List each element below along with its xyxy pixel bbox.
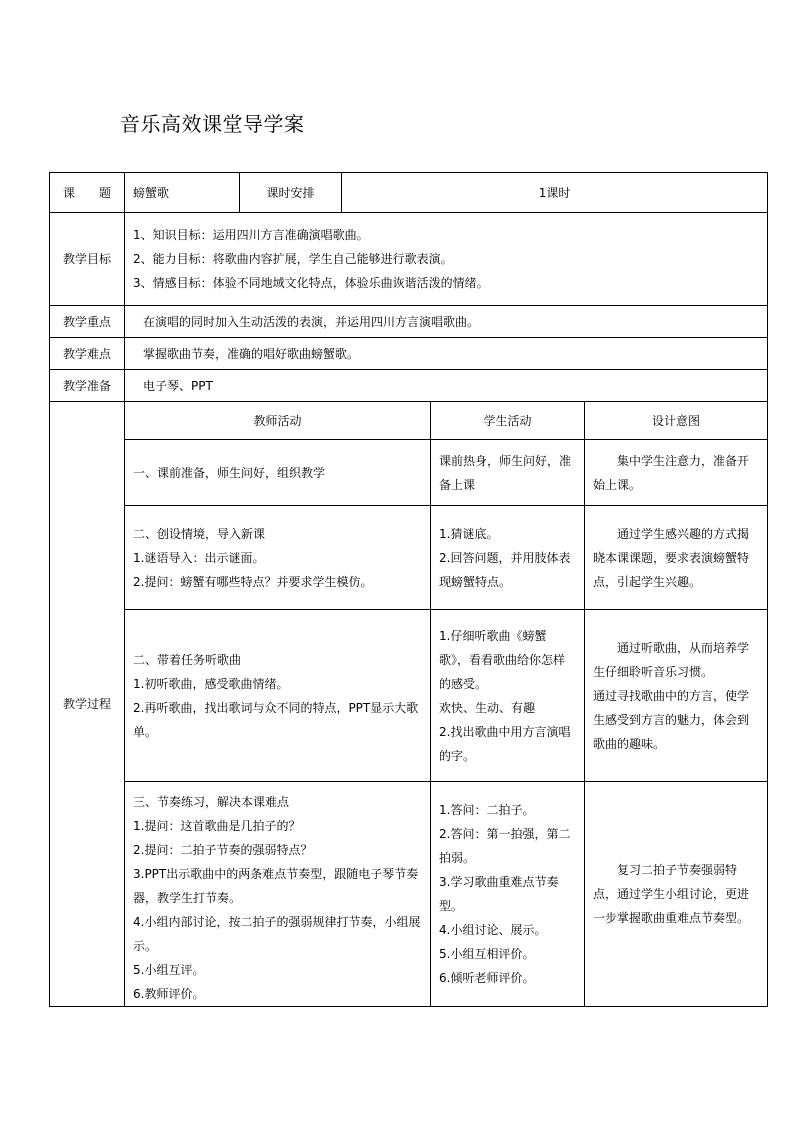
process-row — [50, 610, 768, 782]
difficulty-label: 教学难点 — [50, 338, 125, 370]
column-student: 学生活动 — [431, 402, 585, 440]
process-row — [50, 782, 768, 1007]
topic-value: 螃蟹歌 — [125, 173, 240, 213]
student-activity: 1.猜谜底。 2.回答问题，并用肢体表现螃蟹特点。 — [431, 506, 585, 610]
teacher-activity: 二、带着任务听歌曲 1.初听歌曲，感受歌曲情绪。 2.再听歌曲，找出歌词与众不同的特点，PPT显示大歌单。 — [125, 610, 431, 782]
topic-label: 课 题 — [50, 173, 125, 213]
teacher-activity: 三、节奏练习，解决本课难点 1.提问：这首歌曲是几拍子的？ 2.提问：二拍子节奏的强弱特点？ 3.PPT出示歌曲中的两条难点节奏型，跟随电子琴节奏器，教学生打节奏。 4.小组内部讨论，按二拍子的强弱规律打节奏，小组展示。 5.小组互评。 6.教师评价。 — [125, 782, 431, 1007]
prep-row — [50, 370, 768, 402]
design-intent: 集中学生注意力，准备开始上课。 — [585, 440, 768, 506]
schedule-label: 课时安排 — [240, 173, 342, 213]
prep-label: 教学准备 — [50, 370, 125, 402]
design-intent: 复习二拍子节奏强弱特点，通过学生小组讨论，更进一步掌握歌曲重难点节奏型。 — [585, 782, 768, 1007]
student-activity: 课前热身，师生问好，准备上课 — [431, 440, 585, 506]
lesson-plan-table — [49, 172, 768, 1007]
key-points-label: 教学重点 — [50, 306, 125, 338]
goals-label: 教学目标 — [50, 213, 125, 306]
goals-row — [50, 213, 768, 306]
key-points-row — [50, 306, 768, 338]
column-teacher: 教师活动 — [125, 402, 431, 440]
key-points-text: 在演唱的同时加入生动活泼的表演，并运用四川方言演唱歌曲。 — [125, 306, 768, 338]
difficulty-text: 掌握歌曲节奏，准确的唱好歌曲螃蟹歌。 — [125, 338, 768, 370]
student-activity: 1.答问：二拍子。 2.答问：第一拍强，第二拍弱。 3.学习歌曲重难点节奏型。 4.小组讨论、展示。 5.小组互相评价。 6.倾听老师评价。 — [431, 782, 585, 1007]
teacher-activity: 一、课前准备，师生问好，组织教学 — [125, 440, 431, 506]
page-title: 音乐高效课堂导学案 — [120, 112, 305, 136]
prep-text: 电子琴、PPT — [125, 370, 768, 402]
process-header-row — [50, 402, 768, 440]
schedule-value: 1课时 — [342, 173, 768, 213]
difficulty-row — [50, 338, 768, 370]
column-intent: 设计意图 — [585, 402, 768, 440]
process-row — [50, 440, 768, 506]
teacher-activity: 二、创设情境，导入新课 1.谜语导入：出示谜面。 2.提问：螃蟹有哪些特点？并要求学生模仿。 — [125, 506, 431, 610]
header-row — [50, 173, 768, 213]
goals-text: 1、知识目标：运用四川方言准确演唱歌曲。 2、能力目标：将歌曲内容扩展，学生自己能够进行歌表演。 3、情感目标：体验不同地域文化特点，体验乐曲诙谐活泼的情绪。 — [125, 213, 768, 306]
process-label: 教学过程 — [50, 402, 125, 1007]
design-intent: 通过学生感兴趣的方式揭晓本课课题，要求表演螃蟹特点，引起学生兴趣。 — [585, 506, 768, 610]
process-row — [50, 506, 768, 610]
design-intent: 通过听歌曲，从而培养学生仔细聆听音乐习惯。 通过寻找歌曲中的方言，使学生感受到方言的魅力，体会到歌曲的趣味。 — [585, 610, 768, 782]
student-activity: 1.仔细听歌曲《螃蟹歌》，看看歌曲给你怎样的感受。 欢快、生动、有趣 2.找出歌曲中用方言演唱的字。 — [431, 610, 585, 782]
